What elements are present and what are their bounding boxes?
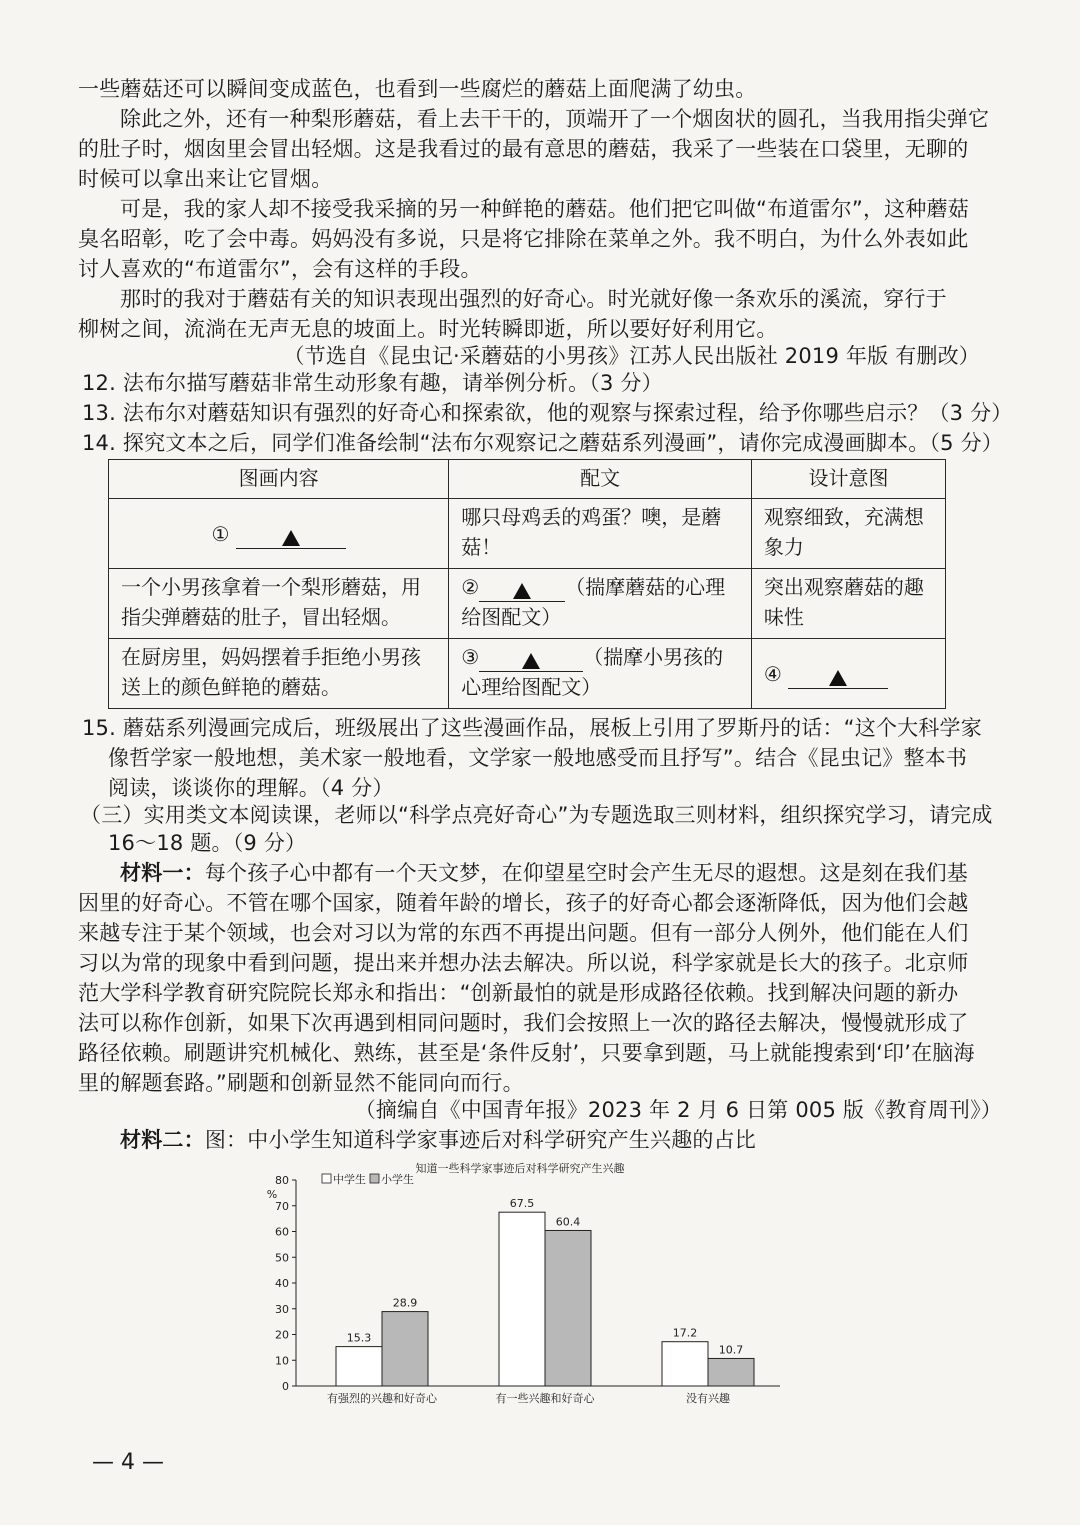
answer-blank[interactable] [479,577,565,602]
answer-blank[interactable] [479,647,583,672]
y-tick-label: 50 [275,1251,289,1265]
material-one-line: 法可以称作创新，如果下次再遇到相同问题时，我们会按照上一次的路径去解决，慢慢就形成了 [78,1011,969,1035]
data-label: 17.2 [672,1326,698,1340]
paragraph-line: 讨人喜欢的“布道雷尔”，会有这样的手段。 [78,257,482,281]
chart-title: 知道一些科学家事迹后对科学研究产生兴趣 [415,1162,625,1175]
triangle-icon [522,653,540,669]
triangle-icon [282,530,300,546]
blank-number: ② [461,575,480,599]
material-one-line: 来越专注于某个领域，也会对习以为常的东西不再提出问题。但有一部分人例外，他们能在人们 [78,921,969,945]
paragraph-line: 除此之外，还有一种梨形蘑菇，看上去干干的，顶端开了一个烟囱状的圆孔，当我用指尖弹它 [120,107,990,131]
material-one-line: 习以为常的现象中看到问题，提出来并想办法去解决。所以说，科学家就是长大的孩子。北京师 [78,951,969,975]
table-cell [449,569,752,639]
material-two-label: 材料二： [120,1128,205,1152]
paragraph-line: 可是，我的家人却不接受我采摘的另一种鲜艳的蘑菇。他们把它叫做“布道雷尔”，这种蘑菇 [120,197,969,221]
table-cell: 观察细致，充满想象力 [751,499,945,569]
table-row [109,639,946,709]
y-tick-label: 20 [275,1328,289,1342]
legend-label: 中学生 [333,1173,366,1186]
triangle-icon [513,583,531,599]
data-label: 28.9 [392,1296,418,1310]
material-one-line: 里的解题套路。”刷题和创新显然不能同向而行。 [78,1071,524,1095]
bar-chart-svg [250,1158,790,1408]
table-row [109,569,946,639]
data-label: 60.4 [555,1215,581,1229]
material-one-line: 范大学科学教育研究院院长郑永和指出：“创新最怕的就是形成路径依赖。找到解决问题的新办 [78,981,959,1005]
bar [708,1358,754,1386]
blank-hint: （揣摩蘑菇的心理给图配文） [461,575,726,629]
bar [662,1342,708,1386]
blank-hint: （揣摩小男孩的心理给图配文） [461,645,724,699]
bar [382,1312,428,1386]
y-tick-label: 70 [275,1199,289,1213]
table-header: 设计意图 [751,460,945,499]
comic-script-table [108,459,946,709]
table-cell: 一个小男孩拿着一个梨形蘑菇，用指尖弹蘑菇的肚子，冒出轻烟。 [109,569,449,639]
question-15-line: 阅读，谈谈你的理解。（4 分） [108,776,394,800]
paragraph-line: 臭名昭彰，吃了会中毒。妈妈没有多说，只是将它排除在菜单之外。我不明白，为什么外表如此 [78,227,969,251]
material-one-text: 每个孩子心中都有一个天文梦，在仰望星空时会产生无尽的遐想。这是刻在我们基 [204,861,969,885]
paragraph-line: 一些蘑菇还可以瞬间变成蓝色，也看到一些腐烂的蘑菇上面爬满了幼虫。 [78,77,757,101]
material-one-source: （摘编自《中国青年报》2023 年 2 月 6 日第 005 版《教育周刊》） [354,1098,1002,1122]
material-one-line: 因里的好奇心。不管在哪个国家，随着年龄的增长，孩子的好奇心都会逐渐降低，因为他们会越 [78,891,969,915]
blank-number: ③ [461,645,480,669]
answer-blank[interactable] [788,664,888,689]
blank-number: ① [211,521,230,546]
table-cell [751,639,945,709]
paragraph-line: 柳树之间，流淌在无声无息的坡面上。时光转瞬即逝，所以要好好利用它。 [78,317,778,341]
question-12: 12. 法布尔描写蘑菇非常生动形象有趣，请举例分析。（3 分） [82,371,663,395]
y-tick-label: 80 [275,1174,289,1187]
table-row [109,499,946,569]
answer-blank[interactable] [236,524,346,549]
y-tick-label: 40 [275,1277,289,1290]
table-header-row [109,460,946,499]
bar [499,1212,545,1386]
paragraph-line: 的肚子时，烟囱里会冒出轻烟。这是我看过的最有意思的蘑菇，我采了一些装在口袋里，无聊的 [78,137,969,161]
y-axis-label: % [266,1188,278,1201]
blank-number: ④ [763,661,782,686]
triangle-icon [829,670,847,686]
x-tick-label: 有一些兴趣和好奇心 [495,1392,595,1405]
bar [336,1347,382,1386]
x-tick-label: 有强烈的兴趣和好奇心 [327,1392,437,1405]
paragraph-line: 时候可以拿出来让它冒烟。 [78,167,333,191]
bar-chart [250,1158,790,1408]
paragraph-line: 那时的我对于蘑菇有关的知识表现出强烈的好奇心。时光就好像一条欢乐的溪流，穿行于 [120,287,947,311]
table-cell [449,639,752,709]
table-cell: 突出观察蘑菇的趣味性 [751,569,945,639]
table-cell: 哪只母鸡丢的鸡蛋？噢，是蘑菇！ [449,499,752,569]
material-two-line [120,1125,998,1155]
section-intro: （三）实用类文本阅读课，老师以“科学点亮好奇心”为专题选取三则材料，组织探究学习，请完成 [80,803,993,827]
question-14: 14. 探究文本之后，同学们准备绘制“法布尔观察记之蘑菇系列漫画”，请你完成漫画脚本。（5 分） [82,431,1003,455]
material-two-caption: 图：中小学生知道科学家事迹后对科学研究产生兴趣的占比 [204,1128,757,1152]
question-15-line: 15. 蘑菇系列漫画完成后，班级展出了这些漫画作品，展板上引用了罗斯丹的话：“这个大科学家 [82,716,982,740]
material-one-line [120,858,998,888]
table-header: 图画内容 [109,460,449,499]
table-cell [109,499,449,569]
source-citation: （节选自《昆虫记·采蘑菇的小男孩》江苏人民出版社 2019 年版 有删改） [283,344,980,368]
bar [545,1230,591,1386]
y-tick-label: 30 [275,1302,289,1316]
y-tick-label: 60 [275,1225,289,1239]
page-number: — 4 — [92,1450,164,1475]
x-tick-label: 没有兴趣 [686,1392,730,1405]
question-15-line: 像哲学家一般地想，美术家一般地看，文学家一般地感受而且抒写”。结合《昆虫记》整本书 [108,746,968,770]
data-label: 67.5 [509,1197,535,1211]
data-label: 10.7 [718,1343,744,1357]
legend-swatch [370,1174,379,1183]
material-one-label: 材料一： [120,861,205,885]
y-tick-label: 0 [282,1380,289,1393]
table-cell: 在厨房里，妈妈摆着手拒绝小男孩送上的颜色鲜艳的蘑菇。 [109,639,449,709]
legend-swatch [322,1174,331,1183]
data-label: 15.3 [346,1331,372,1345]
y-tick-label: 10 [275,1354,289,1368]
material-one-line: 路径依赖。刷题讲究机械化、熟练，甚至是‘条件反射’，只要拿到题，马上就能搜索到‘印’在脑海 [78,1041,975,1065]
table-header: 配文 [449,460,752,499]
legend-label: 小学生 [381,1173,414,1186]
question-13: 13. 法布尔对蘑菇知识有强烈的好奇心和探索欲，他的观察与探索过程，给予你哪些启示？（3 分） [82,401,1013,425]
section-intro: 16～18 题。（9 分） [108,831,307,855]
